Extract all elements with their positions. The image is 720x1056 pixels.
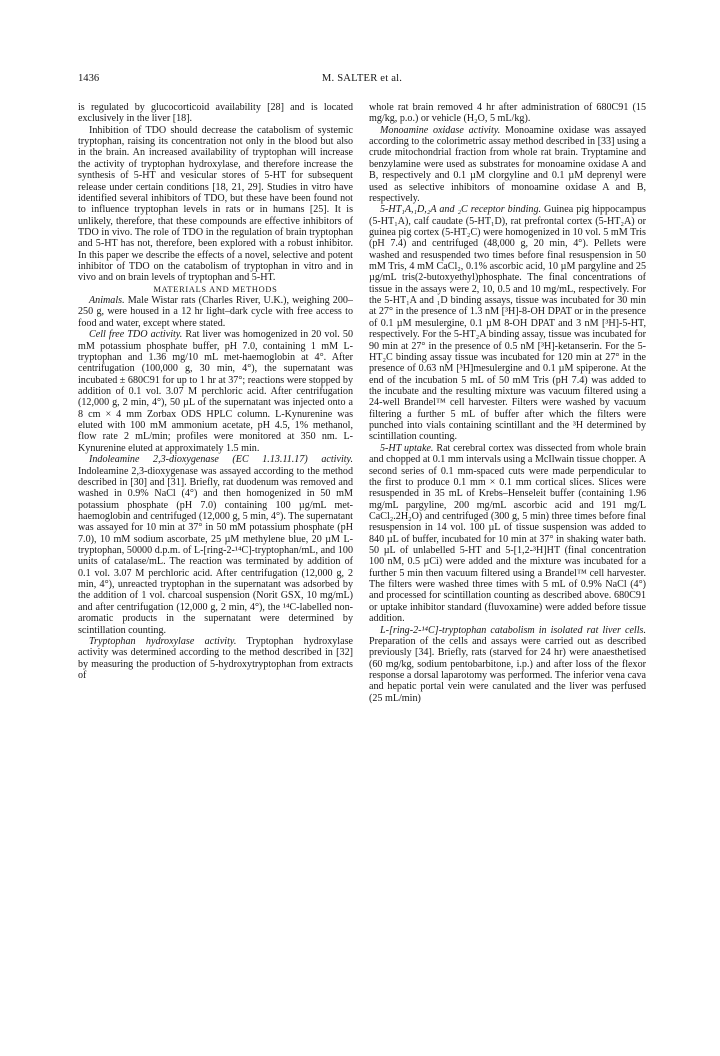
intro-paragraph-continued: is regulated by glucocorticoid availability [28] and is located exclusively in the liver [18]. [78,102,353,125]
page-number: 1436 [78,73,100,84]
animals-run-in-title: Animals. [89,295,125,307]
tryptophan-hydroxylase-paragraph [78,636,353,681]
running-head: M. SALTER et al. [321,73,403,84]
ido-text: Indoleamine 2,3-dioxygenase was assayed according to the method described in [30] and [31]. Briefly, rat duodenum was removed and washed in 0.9% NaCl (4°) and then homogenized in 50 mM potassium phosphate (pH 7.0) containing 100 µg/mL met-haemoglobin and centrifuged (12,000 g, 5 min, 4°). The supernatant was assayed for 10 min at 37° in 50 mM potassium phosphate (pH 7.0), 10 mM sodium ascorbate, 25 µM methylene blue, 20 µM L-tryptophan, 50000 d.p.m. of L-[ring-2-¹⁴C]-tryptophan/mL, and 100 units of catalase/mL. The reaction was terminated by addition of 0.1 vol. 3.07 M perchloric acid. After centrifugation (12,000 g, 2 min, 4°), unreacted tryptophan in the supernatant was adsorbed by the addition of 1 vol. charcoal suspension (Norit GSX, 10 mg/mL) and after centrifugation (12,000 g, 2 min, 4°), the ¹⁴C-labelled non-aromatic products in the supernatant were determined by scintillation counting. [78,465,353,636]
cellfree-run-in-title: Cell free TDO activity. [89,329,183,341]
receptor-binding-paragraph [369,204,646,443]
liver-cells-paragraph [369,625,646,705]
th-text: Tryptophan hydroxylase activity was determined according to the method described in [32] by measuring the production of 5-hydroxytryptophan from extracts of [78,635,353,681]
page-header [78,73,646,91]
uptake-text: Rat cerebral cortex was dissected from whole brain and chopped at 0.1 mm intervals using a McIlwain tissue chopper. A second series of 0.1 mm-spaced cuts were made perpendicular to the first to produce 0.1 mm × 0.1 mm cortical slices. Slices were resuspended in 35 mL of Krebs–Henseleit buffer (containing 1.96 mg/mL pargyline, 200 mg/mL ascorbic acid and 191 mg/L CaCl₂.2H₂O) and centrifuged (300 g, 5 min) three times before final resuspension in 14 vol. 100 µL of tissue suspension was added to 840 µL of buffer, incubated for 10 min at 37° in shaking water bath. 50 µL of unlabelled 5-HT and 5-[1,2-³H]HT (final concentration 100 nM, 0.5 µCi) were added and the mixture was incubated for a further 5 min then vacuum filtered using a Brandel™ cell harvester. The filters were washed three times with 5 mL of 0.9% NaCl (4°) and processed for scintillation counting as described above. 680C91 or uptake inhibitor standard (fluvoxamine) were added before tissue addition. [369,442,646,625]
cellfree-text: Rat liver was homogenized in 20 vol. 50 mM potassium phosphate buffer, pH 7.0, containing 1 mM L-tryptophan and 1.36 mg/10 mL met-haemoglobin at 4°. After centrifugation (100,000 g, 30 min, 4°), the supernatant was incubated ± 680C91 for up to 1 hr at 37°; reactions were stopped by addition of 0.1 vol. 3.07 M perchloric acid. After centrifugation (12,000 g, 2 min, 4°), 50 µL of the supernatant was injected onto a 8 cm × 4 mm Zorbax ODS HPLC column. L-Kynurenine was eluted with 100 mM ammonium acetate, pH 4.5, 1% methanol, flow rate 2 mL/min; profiles were monitored at 350 nm. L-Kynurenine eluted at approximately 1.5 min. [78,329,353,454]
receptor-run-in-title: 5-HT₁A,₁D,₂A and ₂C receptor binding. [380,204,542,216]
tdo-inhibition-paragraph: Inhibition of TDO should decrease the catabolism of systemic tryptophan, raising its concentration not only in the blood but also in the brain. An increased availability of tryptophan will increase the activity of tryptophan hydroxylase, and therefore increase the synthesis of 5-HT and vesicular stores of 5-HT for subsequent release under certain conditions [18, 21, 29]. Studies in vitro have identified several inhibitors of TDO, but these have been found not to influence tryptophan levels in rats or in humans [25]. It is unlikely, therefore, that these compounds are effective inhibitors of TDO in vivo. The role of TDO in the regulation of brain tryptophan and 5-HT has not, therefore, been explored with a robust inhibitor. In this paper we describe the effects of a novel, selective and potent inhibitor of TDO on the catabolism of tryptophan in vitro and in vivo and on brain levels of tryptophan and 5-HT. [78,124,353,284]
th-paragraph-continued: whole rat brain removed 4 hr after administration of 680C91 (15 mg/kg, p.o.) or vehicle (H₂O, 5 mL/kg). [369,102,646,125]
uptake-paragraph [369,443,646,625]
ido-paragraph [78,454,353,636]
mao-run-in-title: Monoamine oxidase activity. [380,124,501,136]
animals-paragraph [78,295,353,329]
receptor-text: Guinea pig hippocampus (5-HT₁A), calf caudate (5-HT₁D), rat prefrontal cortex (5-HT₂A) or guinea pig cortex (5-HT₂C) were homogenized in 10 vol. 5 mM Tris (pH 7.4) and centrifuged (48,000 g, 20 min, 4°). Pellets were washed and resuspended two times before final resuspension in 50 mM Tris, 4 mM CaCl₂, 0.1% ascorbic acid, 10 µM pargyline and 25 µg/mL tris(2-butoxyethyl)phosphate. The final concentrations of tissue in the assays were 2, 10, 0.5 and 10 mg/mL, respectively. For the 5-HT₁A and ₁D binding assays, tissue was incubated for 30 min at 27° in the presence of 1.3 nM [³H]-8-OH DPAT or in the presence of 0.1 µM mesulergine, 0.1 µM 8-OH DPAT and 3 nM [³H]-5-HT, respectively. For the 5-HT₂A binding assay, tissue was incubated for 90 min at 27° in the presence of 0.5 nM [³H]-ketanserin. For the 5-HT₂C binding assay tissue was incubated for 120 min at 27° in the presence of 0.63 nM [³H]mesulergine and 0.1 µM spiperone. At the end of the incubation 5 mL of 50 mM Tris (pH 7.4) was added to the incubate and the resulting mixture was vacuum filtered using a 24-well Brandel™ cell harvester. Filters were washed by vacuum filtering a further 5 mL of buffer after which the filters were punched into vials containing scintillant and the ³H determined by scintillation counting. [369,204,646,443]
right-column [369,102,646,1042]
mao-text: Monoamine oxidase was assayed according to the colorimetric assay method described in [33] using a crude mitochondrial fraction from whole rat brain. Tryptamine and benzylamine were used as substrates for monoamine oxidase A and B, respectively and 0.1 µM clorgyline and 0.1 µM deprenyl were used as selective inhibitors of monoamine oxidase A and B, respectively. [369,124,646,204]
uptake-run-in-title: 5-HT uptake. [380,442,434,454]
th-run-in-title: Tryptophan hydroxylase activity. [89,635,237,647]
liver-text: Preparation of the cells and assays were carried out as described previously [34]. Briefly, rats (starved for 24 hr) were anaesthetised (60 mg/kg, sodium pentobarbitone, i.p.) and after loss of the flexor response a dorsal laparotomy was performed. The inferior vena cava and hepatic portal vein were canulated and the liver was perfused (25 mL/min) [369,635,646,704]
cellfree-tdo-paragraph [78,329,353,454]
ido-run-in-title: Indoleamine 2,3-dioxygenase (EC 1.13.11.17) activity. [89,454,353,466]
left-column [78,102,353,1042]
liver-run-in-title: L-[ring-2-¹⁴C]-tryptophan catabolism in isolated rat liver cells. [380,624,646,636]
animals-text: Male Wistar rats (Charles River, U.K.), weighing 200–250 g, were housed in a 12 hr light–dark cycle with free access to food and water, except where stated. [78,295,353,329]
section-heading: MATERIALS AND METHODS [153,284,278,294]
mao-paragraph [369,125,646,205]
